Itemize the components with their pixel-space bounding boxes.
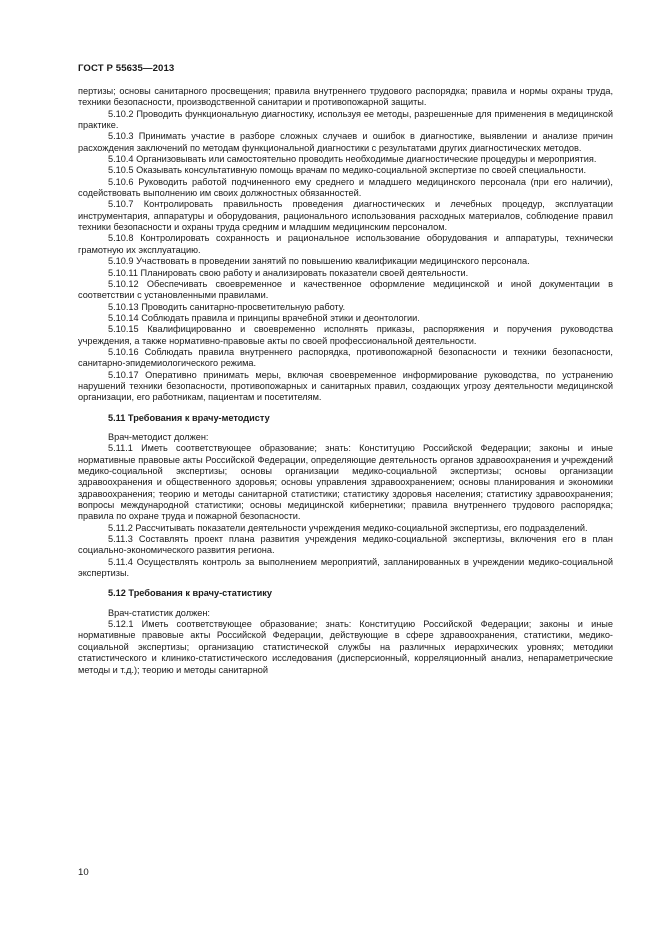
paragraph: 5.10.9 Участвовать в проведении занятий по повышению квалификации медицинского персонала. bbox=[108, 256, 530, 267]
document-body bbox=[78, 86, 613, 676]
paragraph: 5.10.4 Организовывать или самостоятельно проводить необходимые диагностические процедуры и мероприятия. bbox=[108, 154, 597, 165]
paragraph: 5.10.6 Руководить работой подчиненного ему среднего и младшего медицинского персонала (при его наличии), содействовать выполнению им своих должностных обязанностей. bbox=[78, 176, 613, 199]
paragraph: 5.10.14 Соблюдать правила и принципы врачебной этики и деонтологии. bbox=[108, 312, 420, 323]
paragraph: Врач-методист должен: bbox=[108, 431, 209, 442]
paragraph: 5.11.2 Рассчитывать показатели деятельности учреждения медико-социальной экспертизы, его подразделений. bbox=[108, 522, 588, 533]
section-heading: 5.11 Требования к врачу-методисту bbox=[108, 412, 270, 423]
paragraph: 5.10.5 Оказывать консультативную помощь врачам по медико-социальной экспертизе по своей специальности. bbox=[108, 165, 587, 176]
paragraph: 5.10.16 Соблюдать правила внутреннего распорядка, противопожарной безопасности и техники безопасности, санитарно-эпидемиологического режима. bbox=[78, 346, 613, 369]
paragraph: 5.10.3 Принимать участие в разборе сложных случаев и ошибок в диагностике, выявлении и анализе причин расхождения заключений по методам функциональной диагностики с результатами других диагностических методов. bbox=[78, 131, 613, 153]
paragraph: 5.12.1 Иметь соответствующее образование; знать: Конституцию Российской Федерации; законы и иные нормативные правовые акты Российской Федерации, действующие в сфере здравоохранения, статистики, медико-социальной экспертизы; организацию статистической службы на различных иерархических уровнях; методики статистического и клинико-статистического исследования (дисперсионный, корреляционный анализ, непараметрические методы и т.д.); теорию и методы санитарной bbox=[78, 619, 613, 675]
paragraph: 5.10.17 Оперативно принимать меры, включая своевременное информирование руководства, по устранению нарушений техники безопасности, противопожарных и санитарных правил, создающих угрозу деятельности медицинской организации, его работникам, пациентам и посетителям. bbox=[78, 369, 613, 403]
paragraph: 5.11.1 Иметь соответствующее образование; знать: Конституцию Российской Федерации; законы и иные нормативные правовые акты Российской Федерации, определяющие деятельность органов здравоохранения и учреждений медико-социальной экспертизы; основы организации медико-социальной экспертизы; основы организации здравоохранения и общественного здоровья; основы управления здравоохранением; основы планирования и экономики здравоохранения; теорию и методы санитарной статистики; статистику здоровья населения; статистику здравоохранения; вопросы международной статистики; основы медицинской кибернетики; правила внутреннего трудового распорядка; правила по охране труда и пожарной безопасности. bbox=[78, 443, 613, 522]
paragraph: 5.11.3 Составлять проект плана развития учреждения медико-социальной экспертизы, включения его в план социально-экономического развития региона. bbox=[78, 534, 613, 556]
paragraph: 5.10.15 Квалифицированно и своевременно исполнять приказы, распоряжения и поручения руководства учреждения, а также нормативно-правовые акты по своей профессиональной деятельности. bbox=[78, 324, 613, 346]
paragraph: 5.10.11 Планировать свою работу и анализировать показатели своей деятельности. bbox=[108, 267, 469, 278]
paragraph: 5.10.8 Контролировать сохранность и рациональное использование оборудования и аппаратуры, технически грамотную их эксплуатацию. bbox=[78, 233, 613, 255]
paragraph: 5.10.2 Проводить функциональную диагностику, используя ее методы, разрешенные для применения в медицинской практике. bbox=[78, 108, 613, 131]
page-number: 10 bbox=[78, 867, 89, 878]
paragraph: 5.11.4 Осуществлять контроль за выполнением мероприятий, запланированных в учреждении медико-социальной экспертизы. bbox=[78, 556, 613, 579]
paragraph: 5.10.13 Проводить санитарно-просветительную работу. bbox=[108, 301, 346, 312]
paragraph: 5.10.7 Контролировать правильность проведения диагностических и лечебных процедур, эксплуатации инструментария, аппаратуры и оборудования, рационального использования расходных материалов, соблюдение правил техники безопасности и охраны труда средним и младшим медицинским персоналом. bbox=[78, 199, 613, 233]
paragraph: пертизы; основы санитарного просвещения; правила внутреннего трудового распорядка; правила и нормы охраны труда, техники безопасности, производственной санитарии и противопожарной защиты. bbox=[78, 86, 613, 108]
section-heading: 5.12 Требования к врачу-статистику bbox=[108, 588, 272, 599]
document-header: ГОСТ Р 55635—2013 bbox=[78, 63, 175, 74]
paragraph: Врач-статистик должен: bbox=[108, 607, 210, 618]
paragraph: 5.10.12 Обеспечивать своевременное и качественное оформление медицинской и иной документации в соответствии с установленными правилами. bbox=[78, 278, 613, 301]
